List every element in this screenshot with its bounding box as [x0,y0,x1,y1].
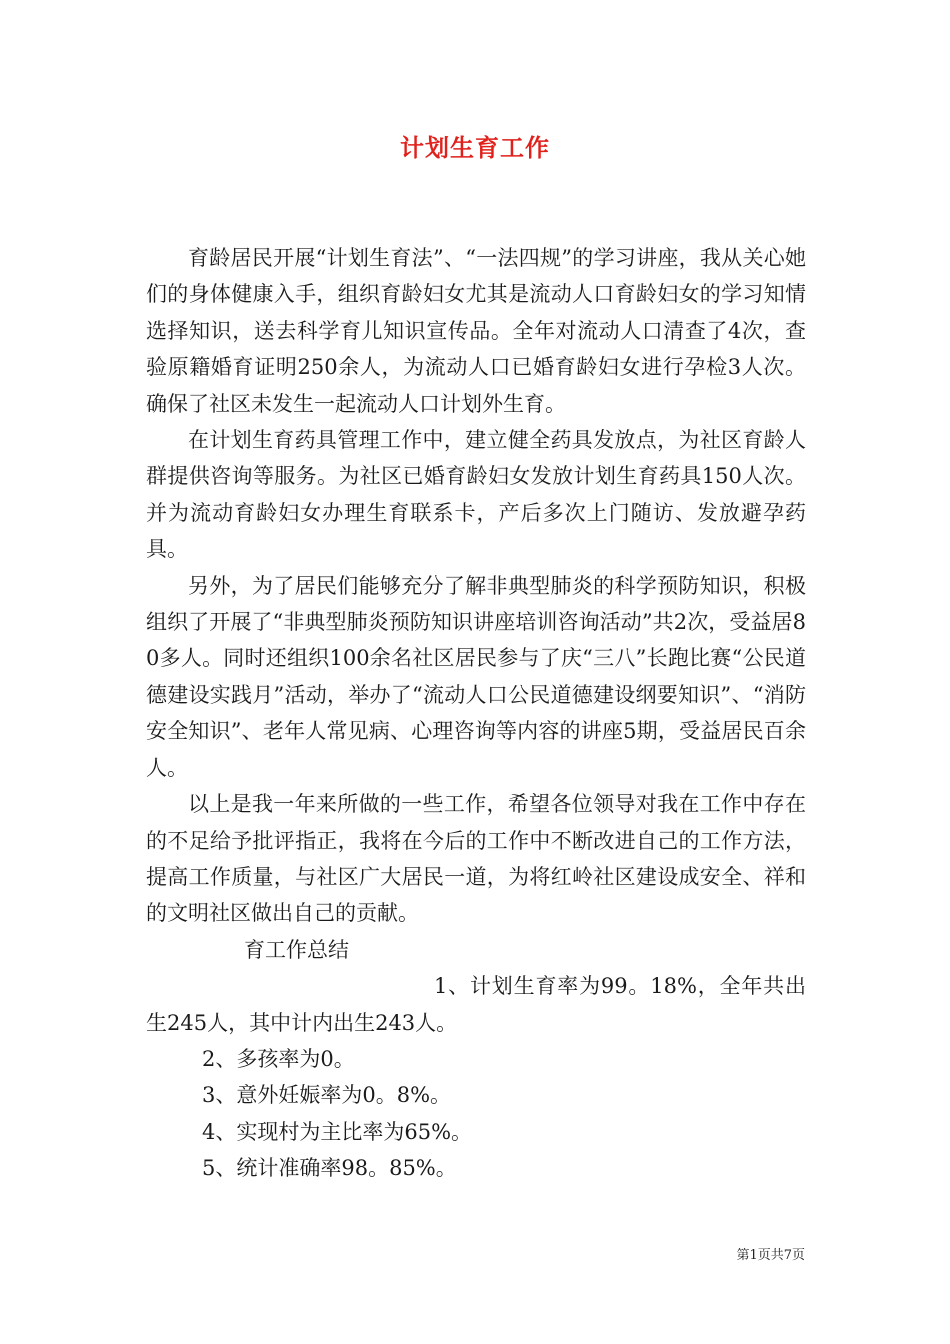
list-item: 5、统计准确率98。85%。 [202,1156,457,1181]
paragraph: 另外，为了居民们能够充分了解非典型肺炎的科学预防知识，积极组织了开展了“非典型肺炎预防知识讲座培训咨询活动”共2次，受益居80多人。同时还组织100余名社区居民参与了庆“三八”长跑比赛“公民道德建设实践月”活动，举办了“流动人口公民道德建设纲要知识”、“消防安全知识”、老年人常见病、心理咨询等内容的讲座5期，受益居民百余人。 [146,573,806,780]
paragraph: 在计划生育药具管理工作中，建立健全药具发放点，为社区育龄人群提供咨询等服务。为社区已婚育龄妇女发放计划生育药具150人次。并为流动育龄妇女办理生育联系卡，产后多次上门随访、发放避孕药具。 [146,428,806,562]
paragraph: 以上是我一年来所做的一些工作，希望各位领导对我在工作中存在的不足给予批评指正，我将在今后的工作中不断改进自己的工作方法，提高工作质量，与社区广大居民一道，为将红岭社区建设成安全、祥和的文明社区做出自己的贡献。 [146,792,806,926]
page-number: 第1页共7页 [736,1248,805,1263]
summary-heading: 育工作总结 [244,937,349,962]
list-item: 4、实现村为主比率为65%。 [202,1119,473,1144]
paragraph: 育龄居民开展“计划生育法”、“一法四规”的学习讲座，我从关心她们的身体健康入手，组织育龄妇女尤其是流动人口育龄妇女的学习知情选择知识，送去科学育儿知识宣传品。全年对流动人口清查了4次，查验原籍婚育证明250余人，为流动人口已婚育龄妇女进行孕检3人次。确保了社区未发生一起流动人口计划外生育。 [146,246,806,416]
list-item: 3、意外妊娠率为0。8%。 [202,1083,452,1108]
list-item: 1、计划生育率为99。18%，全年共出生245人，其中计内出生243人。 [146,974,806,1035]
document-body [146,240,806,1187]
document-title: 计划生育工作 [400,133,550,162]
list-item: 2、多孩率为0。 [202,1046,355,1071]
